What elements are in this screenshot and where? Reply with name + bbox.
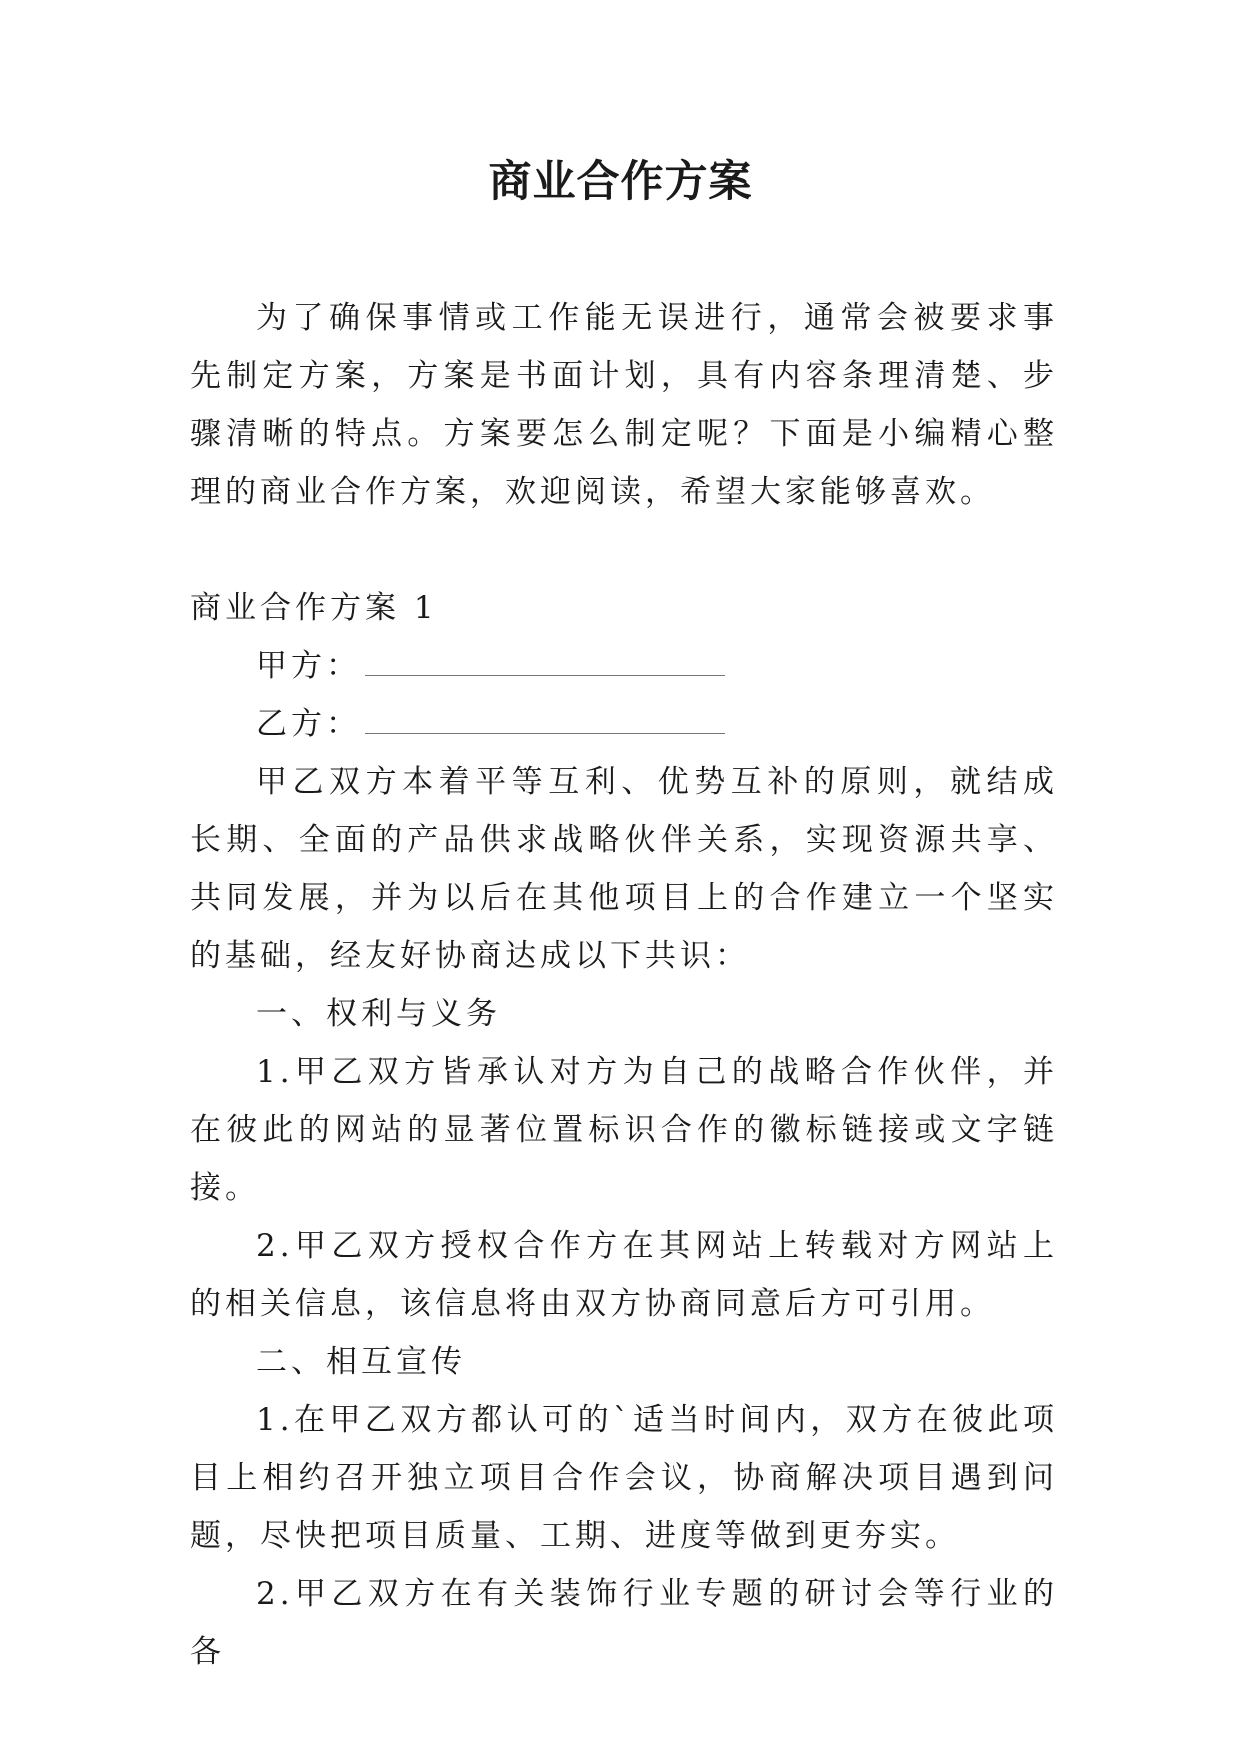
party-b-label: 乙方： xyxy=(256,706,361,742)
clause-1-2: 2.甲乙双方授权合作方在其网站上转载对方网站上的相关信息，该信息将由双方协商同意后方可引用。 xyxy=(190,1228,1058,1322)
document-body xyxy=(190,289,1058,1681)
party-b-blank xyxy=(365,715,725,734)
clause-2-1: 1.在甲乙双方都认可的`适当时间内，双方在彼此项目上相约召开独立项目合作会议，协商解决项目遇到问题，尽快把项目质量、工期、进度等做到更夯实。 xyxy=(190,1402,1058,1554)
preamble-paragraph: 甲乙双方本着平等互利、优势互补的原则，就结成长期、全面的产品供求战略伙伴关系，实现资源共享、共同发展，并为以后在其他项目上的合作建立一个坚实的基础，经友好协商达成以下共识： xyxy=(190,764,1058,974)
heading-rights-obligations: 一、权利与义务 xyxy=(256,996,501,1032)
clause-1-1: 1.甲乙双方皆承认对方为自己的战略合作伙伴，并在彼此的网站的显著位置标识合作的徽标链接或文字链接。 xyxy=(190,1054,1058,1206)
section-heading: 商业合作方案 1 xyxy=(190,590,438,626)
paragraph-spacer xyxy=(190,521,1058,579)
party-b-line xyxy=(190,695,1058,753)
party-a-label: 甲方： xyxy=(256,648,361,684)
party-a-line xyxy=(190,637,1058,695)
intro-paragraph: 为了确保事情或工作能无误进行，通常会被要求事先制定方案，方案是书面计划，具有内容条理清楚、步骤清晰的特点。方案要怎么制定呢？下面是小编精心整理的商业合作方案，欢迎阅读，希望大家能够喜欢。 xyxy=(190,300,1058,510)
heading-mutual-promotion: 二、相互宣传 xyxy=(256,1344,466,1380)
clause-2-2: 2.甲乙双方在有关装饰行业专题的研讨会等行业的各 xyxy=(190,1576,1058,1670)
party-a-blank xyxy=(365,657,725,676)
document-title: 商业合作方案 xyxy=(488,157,753,207)
